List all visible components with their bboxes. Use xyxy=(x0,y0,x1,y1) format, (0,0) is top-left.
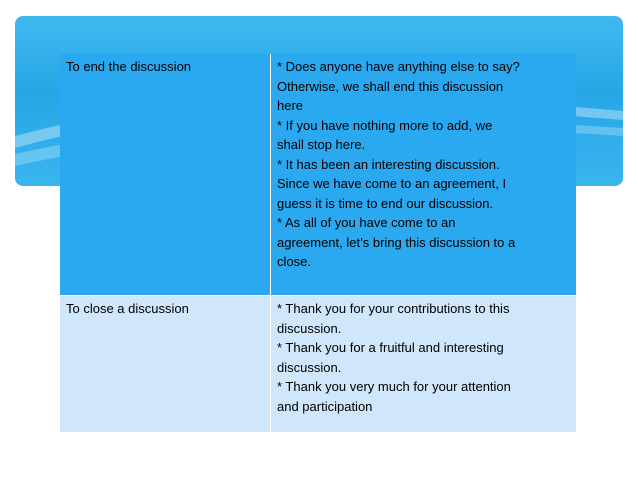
phrase-line: * Thank you very much for your attention xyxy=(277,379,511,394)
phrase-line: discussion. xyxy=(277,320,342,336)
row-label: To close a discussion xyxy=(66,301,189,316)
table-row xyxy=(60,54,576,295)
phrase-line: * Does anyone have anything else to say? xyxy=(277,59,520,74)
phrase-line: * If you have nothing more to add, we xyxy=(277,117,493,133)
row-label-cell xyxy=(60,296,271,432)
phrase-line: agreement, let’s bring this discussion to a xyxy=(277,234,516,250)
phrases-cell xyxy=(271,296,576,432)
phrase-line: * As all of you have come to an xyxy=(277,215,456,230)
phrase-line: * Thank you for a fruitful and interesting xyxy=(277,340,504,355)
phrase-line: Otherwise, we shall end this discussion xyxy=(277,78,504,94)
phrase-line: guess it is time to end our discussion. xyxy=(277,195,494,211)
row-label-cell xyxy=(60,54,271,295)
phrase-line: Since we have come to an agreement, I xyxy=(277,176,507,191)
phrase-line: discussion. xyxy=(277,359,342,375)
phrase-line: and participation xyxy=(277,398,373,414)
discussion-phrases-table xyxy=(60,54,576,432)
phrases-cell xyxy=(271,54,576,295)
phrase-line: close. xyxy=(277,254,311,269)
phrase-line: * Thank you for your contributions to this xyxy=(277,301,510,316)
row-label: To end the discussion xyxy=(66,59,192,74)
phrase-line: shall stop here. xyxy=(277,137,366,152)
phrase-line: * It has been an interesting discussion. xyxy=(277,156,500,172)
phrase-line: here xyxy=(277,98,304,113)
table-row xyxy=(60,295,576,432)
